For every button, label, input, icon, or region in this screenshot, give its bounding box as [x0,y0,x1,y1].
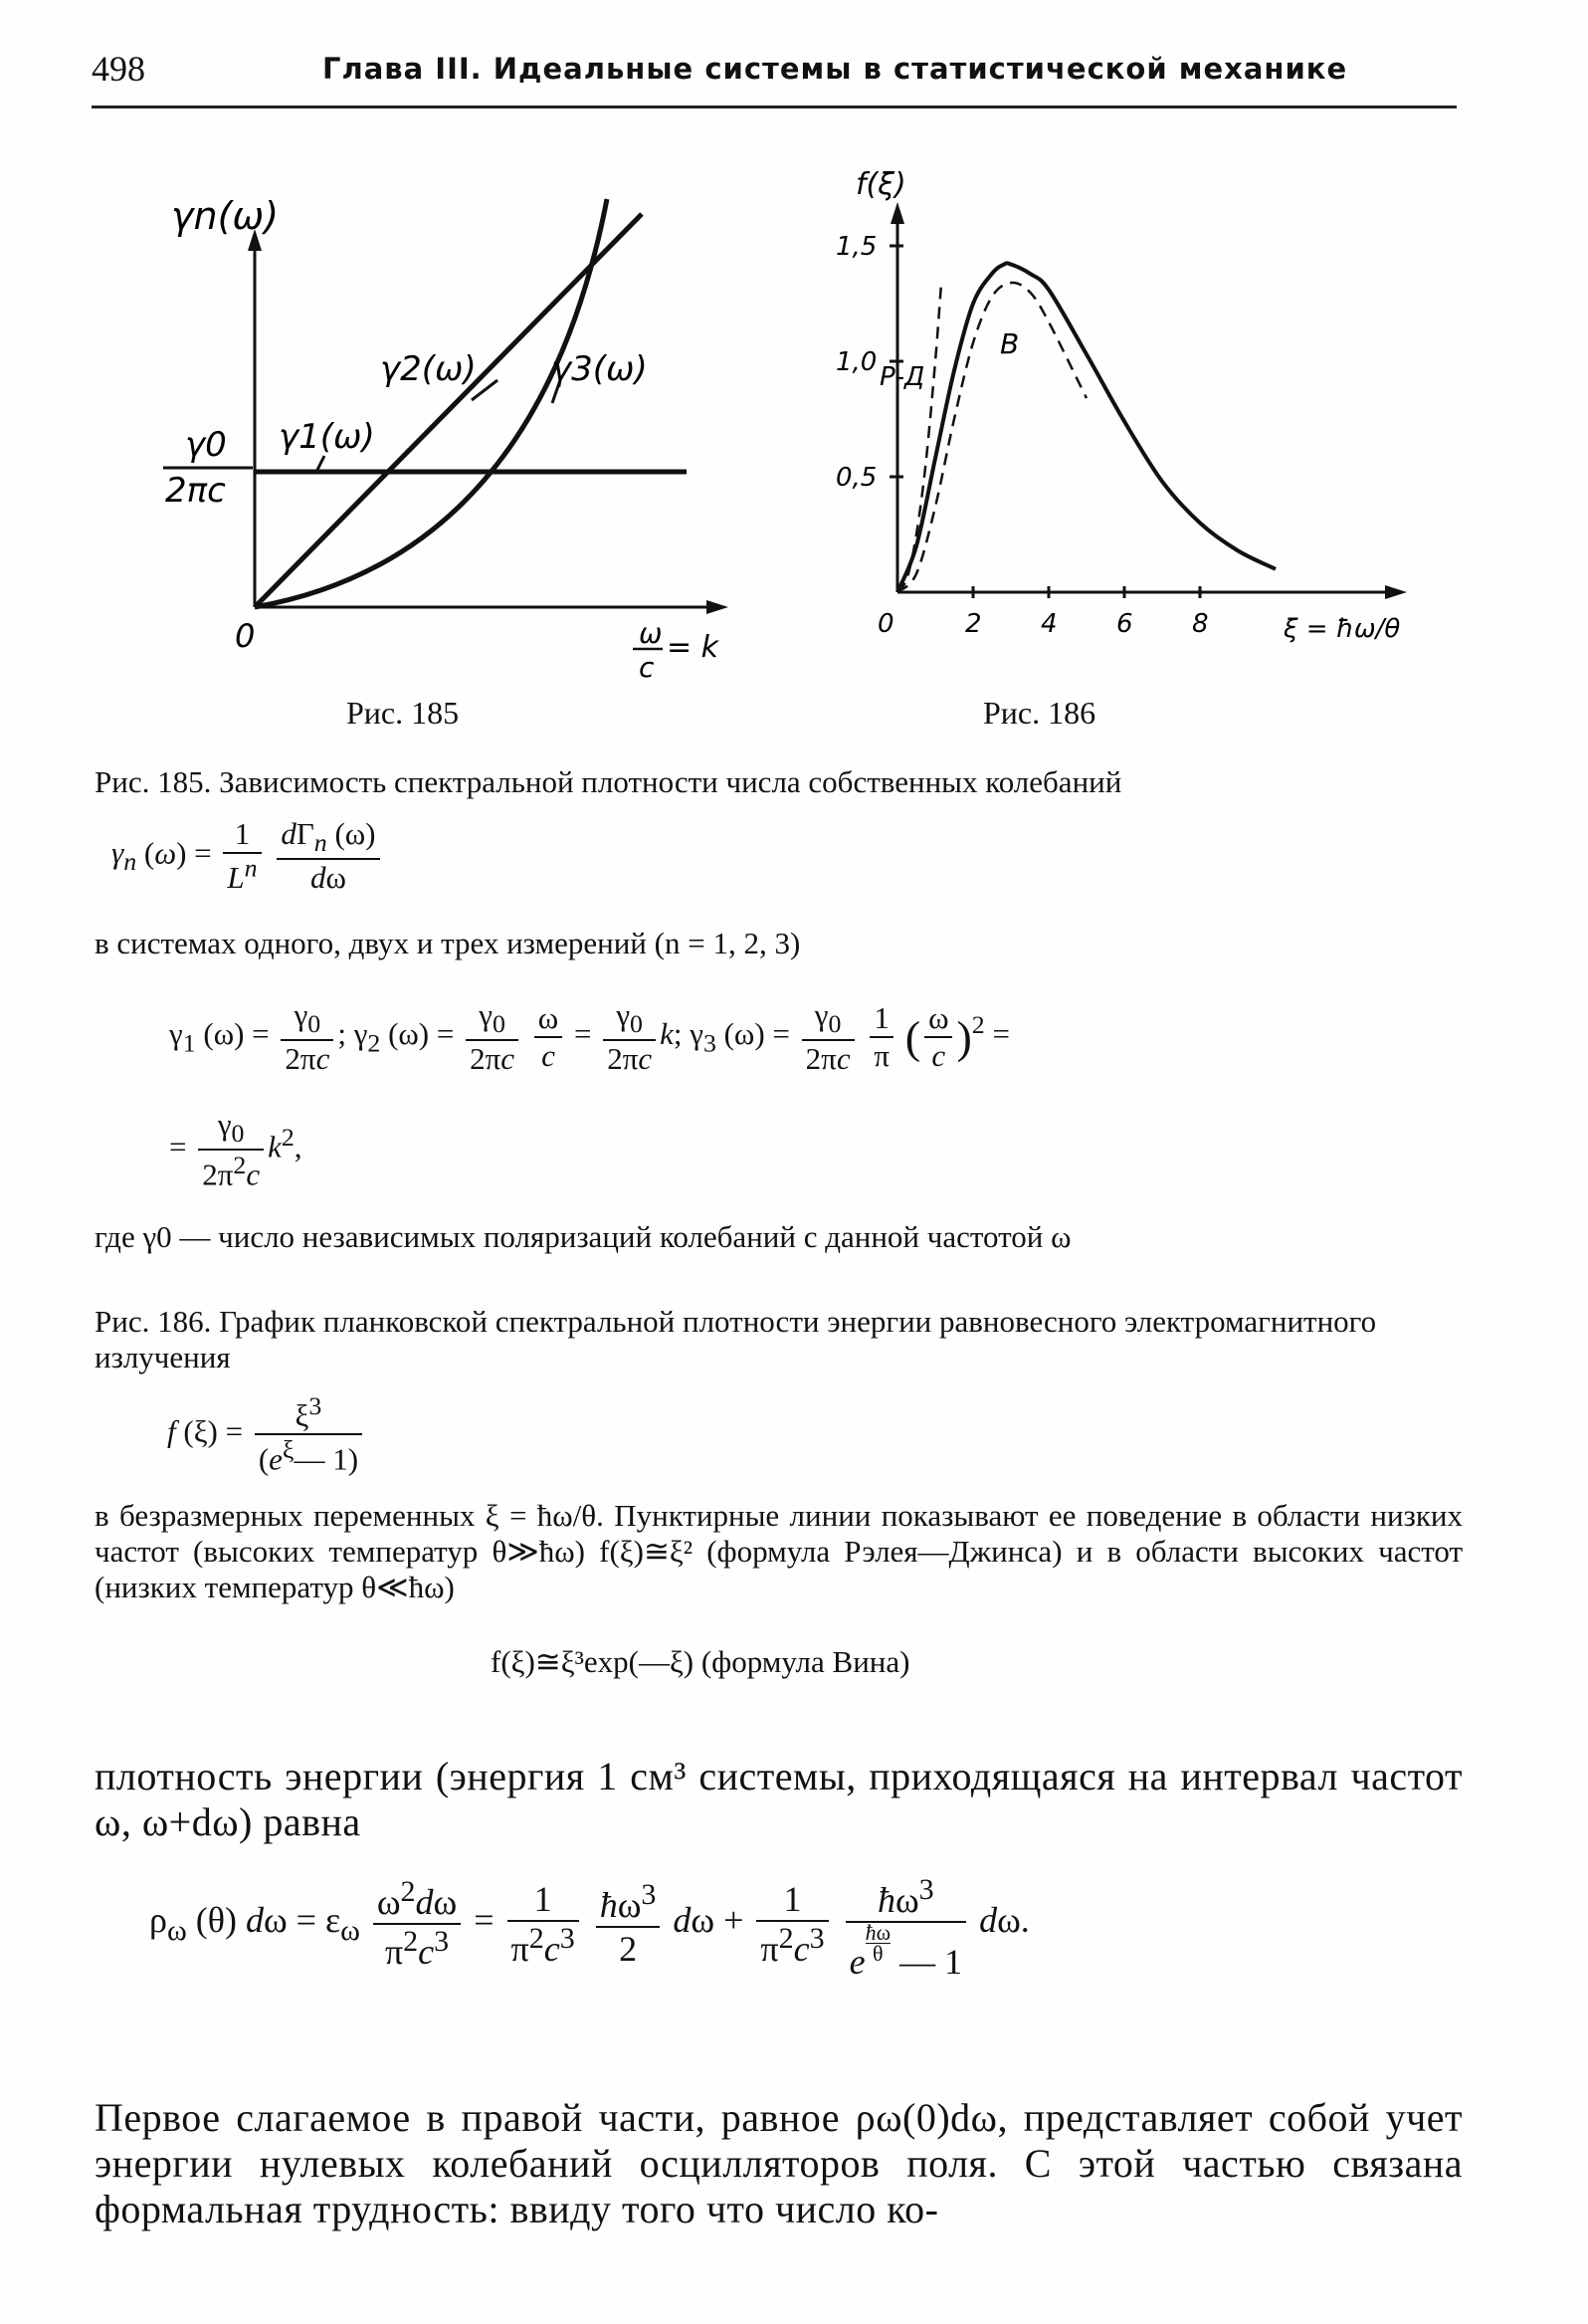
fig186-series-planck [897,263,1276,592]
caption-dimensionless: в безразмерных переменных ξ = ħω/θ. Пунктирные линии показывают ее поведение в области низких частот (высоких температур θ≫ħω) f(ξ)≅ξ² (формула Рэлея—Джинса) и в области высоких частот (низких температур θ≪ħω) [95,1498,1463,1604]
fig185-label-gamma2: γ2(ω) [380,349,477,389]
fig185-origin: 0 [235,617,256,655]
fig185-y-label: γn(ω) [171,194,280,238]
caption-gamma0: где γ0 — число независимых поляризаций колебаний с данной частотой ω [95,1219,1072,1254]
fig186-y-tick-label: 1,5 [836,232,878,262]
fig186-x-tick-label: 0 [878,609,894,639]
caption-185: Рис. 185. Зависимость спектральной плотности числа собственных колебаний [95,764,1122,799]
fig186-x-tick-label: 6 [1116,609,1133,639]
figure-185 [149,159,746,746]
fig185-x-label-rest: = k [667,630,719,665]
fig186-w-label: В [1000,327,1020,360]
formula-f-xi: f (ξ) = $\frac{\xi^3}{(e^\xi— 1)}$ [167,1391,366,1478]
fig186-series-wien [897,283,1087,592]
fig185-x-arrow [706,600,728,614]
fig186-y-arrow [891,202,904,224]
page-number: 498 [92,49,145,89]
fig185-label-gamma1: γ1(ω) [279,417,375,457]
fig186-y-tick-label: 1,0 [836,347,878,377]
fig186-y-label: f(ξ) [856,167,906,202]
formula-rho: $\rho_\omega$ (θ) $d\omega = \varepsilon_\omega$ $\frac{\omega^2d\omega}{\pi^2c^3}$ = $\frac{1}{\pi^2c^3}$ $\frac{ħ\omega^3}{2}$ dω + $\frac{1}{\pi^2c^3}$ $ħ\omega^3$ e $^{\frac{ħ\omega}{\theta}}$ — 1 dω. [149,1873,1030,1982]
formula-gamma3-cont: = $\frac{\gamma_0}{2\pi^2c}$ $k^2$, [169,1107,302,1192]
fig185-label: Рис. 185 [346,695,460,731]
fig185-level-num: γ0 [185,425,227,465]
caption-wien: f(ξ)≅ξ³exp(—ξ) (формула Вина) [491,1644,910,1679]
fig185-curve-gamma3 [255,199,607,607]
formula-gamma-n: $\gamma_n$ (ω) = $\frac{1}{L^n}$ $d\Gamma_n$ (ω) dω [111,816,384,896]
fig186-x-tick-label: 4 [1041,609,1058,639]
running-title: Глава III. Идеальные системы в статистической механике [322,52,1348,86]
figure-186 [836,154,1413,652]
fig185-level-den: 2πc [165,471,226,511]
fig186-x-arrow [1385,585,1407,599]
fig186-x-label: ξ = ħω/θ [1284,614,1401,644]
fig185-x-label-den: c [639,651,655,684]
fig186-x-tick-label: 8 [1192,609,1209,639]
paragraph-zero-point: Первое слагаемое в правой части, равное ρω(0)dω, представляет собой учет энергии нулевых колебаний осцилляторов поля. С этой частью связана формальная трудность: ввиду того что число ко- [95,2095,1463,2231]
fig185-x-label-num: ω [639,617,663,650]
fig186-series-rayleigh-jeans [897,288,941,592]
fig185-label-gamma3: γ3(ω) [551,349,648,389]
caption-186: Рис. 186. График планковской спектральной плотности энергии равновесного электромагнитного излучения [95,1304,1377,1374]
fig185-curve-gamma2 [255,214,642,607]
fig186-label: Рис. 186 [983,695,1096,731]
page-header [92,48,1457,94]
fig186-y-tick-label: 0,5 [836,463,878,493]
formula-gamma-123: $\gamma_1$ (ω) = $\frac{\gamma_0}{2\pi c}$ ; $\gamma_2$ (ω) = $\frac{\gamma_0}{2\pi c}$ $\frac{\omega}{c}$ = $\frac{\gamma_0}{2\pi c}$ k; $\gamma_3$ (ω) = $\frac{\gamma_0}{2\pi c}$ $\frac{1}{\pi}$ ( $\frac{\omega}{c}$ )$^2$ = [169,997,1010,1077]
paragraph-energy-density: плотность энергии (энергия 1 см³ системы, приходящаяся на интервал частот ω, ω+dω) равна [95,1754,1463,1844]
fig186-x-tick-label: 2 [965,609,982,639]
header-rule [92,106,1457,108]
fig186-rd-label: Р-Д [880,362,925,392]
caption-dimensions: в системах одного, двух и трех измерений (n = 1, 2, 3) [95,926,801,960]
